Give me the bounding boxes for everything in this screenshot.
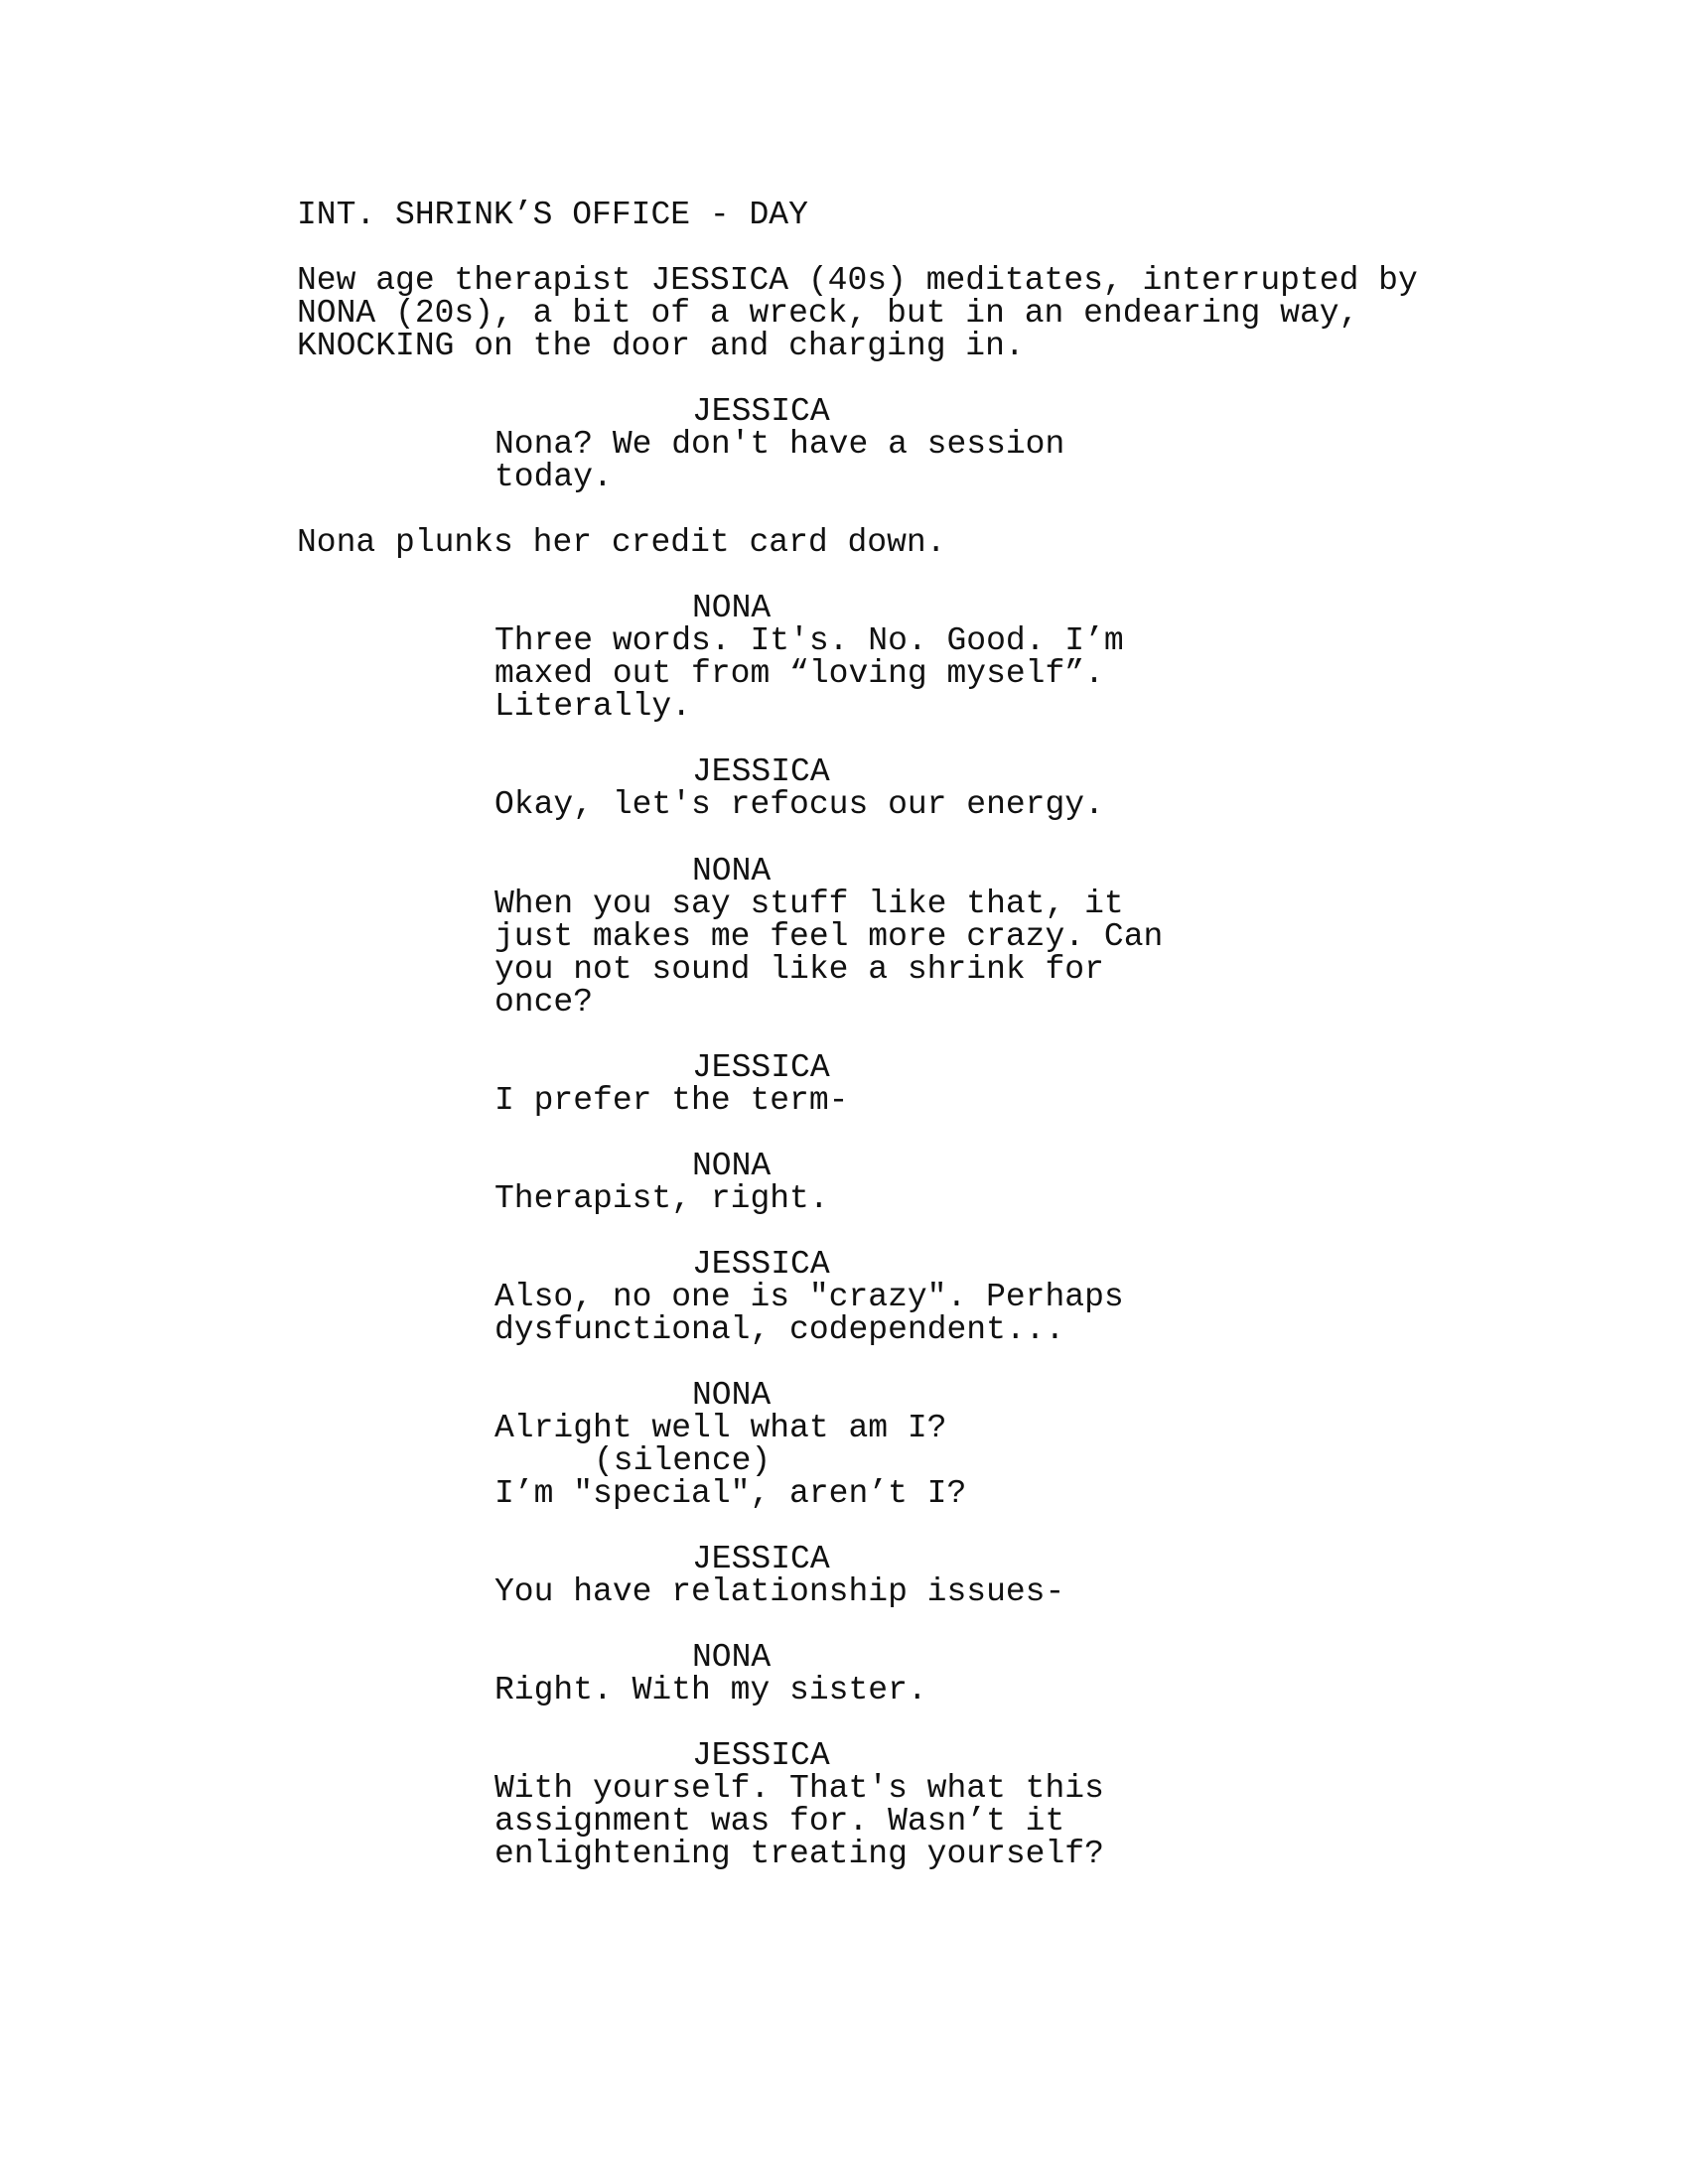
character-name: JESSICA bbox=[692, 1737, 830, 1774]
character-name: JESSICA bbox=[692, 393, 830, 430]
dialogue-line: assignment was for. Wasn’t it bbox=[494, 1803, 1065, 1840]
character-name: JESSICA bbox=[692, 1541, 830, 1577]
scene-heading: INT. SHRINK’S OFFICE - DAY bbox=[297, 197, 808, 233]
action-line: NONA (20s), a bit of a wreck, but in an endearing way, bbox=[297, 295, 1359, 332]
dialogue-line: Nona? We don't have a session bbox=[494, 426, 1065, 463]
dialogue-line: Literally. bbox=[494, 688, 692, 725]
dialogue-line: Alright well what am I? bbox=[494, 1410, 947, 1446]
character-name: NONA bbox=[692, 1639, 772, 1676]
dialogue-line: Also, no one is "crazy". Perhaps bbox=[494, 1279, 1124, 1315]
dialogue-line: just makes me feel more crazy. Can bbox=[494, 918, 1164, 955]
action-line: KNOCKING on the door and charging in. bbox=[297, 328, 1025, 364]
dialogue-line: once? bbox=[494, 984, 594, 1021]
dialogue-line: you not sound like a shrink for bbox=[494, 951, 1104, 988]
dialogue-line: You have relationship issues- bbox=[494, 1573, 1065, 1610]
dialogue-line: enlightening treating yourself? bbox=[494, 1836, 1104, 1872]
dialogue-line: maxed out from “loving myself”. bbox=[494, 655, 1104, 692]
character-name: NONA bbox=[692, 1377, 772, 1414]
dialogue-line: I’m "special", aren’t I? bbox=[494, 1475, 967, 1512]
dialogue-line: Right. With my sister. bbox=[494, 1672, 927, 1708]
character-name: NONA bbox=[692, 1148, 772, 1184]
action-line: New age therapist JESSICA (40s) meditates, interrupted by bbox=[297, 262, 1418, 299]
character-name: JESSICA bbox=[692, 1246, 830, 1283]
dialogue-line: dysfunctional, codependent... bbox=[494, 1311, 1065, 1348]
character-name: NONA bbox=[692, 853, 772, 889]
dialogue-line: With yourself. That's what this bbox=[494, 1770, 1104, 1807]
dialogue-line: When you say stuff like that, it bbox=[494, 886, 1124, 922]
dialogue-line: I prefer the term- bbox=[494, 1082, 849, 1119]
dialogue-line: today. bbox=[494, 459, 613, 495]
character-name: JESSICA bbox=[692, 753, 830, 790]
dialogue-line: Okay, let's refocus our energy. bbox=[494, 786, 1104, 823]
dialogue-line: Three words. It's. No. Good. I’m bbox=[494, 622, 1124, 659]
dialogue-line: Therapist, right. bbox=[494, 1180, 829, 1217]
character-name: JESSICA bbox=[692, 1049, 830, 1086]
parenthetical: (silence) bbox=[594, 1442, 772, 1479]
action-line: Nona plunks her credit card down. bbox=[297, 524, 946, 561]
character-name: NONA bbox=[692, 590, 772, 626]
